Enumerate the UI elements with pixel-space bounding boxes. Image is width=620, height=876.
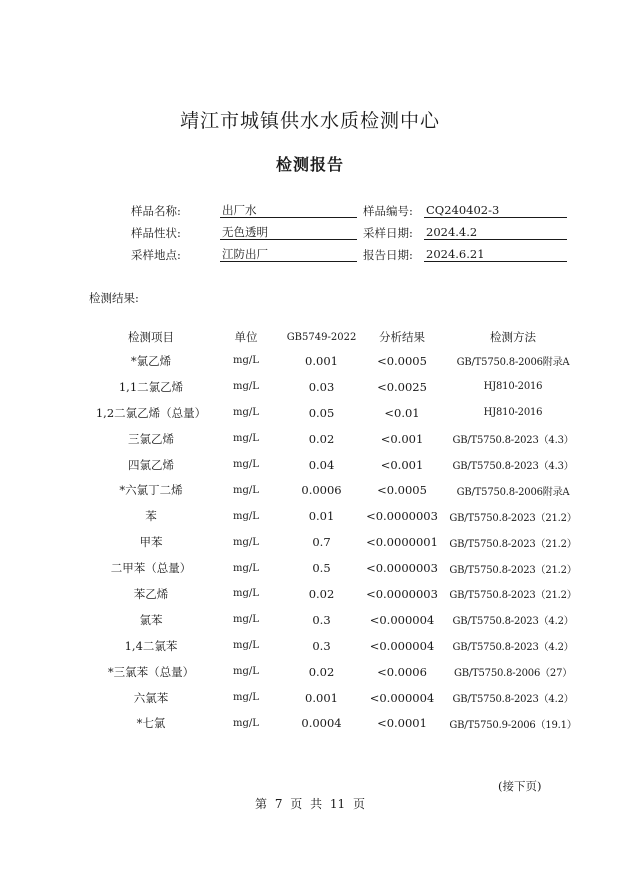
table-row [90,710,585,736]
item-cell: *三氯苯（总量） [107,664,195,679]
table-row [90,581,585,607]
table-row [90,503,585,529]
result-cell: <0.0000003 [366,561,438,576]
item-cell: 1,2二氯乙烯（总量） [95,405,207,420]
table-body [90,348,585,736]
organization-title: 靖江市城镇供水水质检测中心 [179,110,440,132]
table-row [90,452,585,478]
report-date-label: 报告日期: [363,248,413,262]
result-cell: <0.0000003 [366,509,438,524]
table-row [90,555,585,581]
sample-property-value: 无色透明 [220,225,357,240]
limit-cell: 0.7 [312,535,331,550]
result-cell: <0.0000003 [366,586,438,601]
report-title: 检测报告 [275,155,344,174]
result-cell: <0.0025 [377,379,427,394]
page-footer: 第 7 页 共 11 页 [255,797,365,811]
result-cell: <0.0005 [377,353,427,368]
item-cell: 三氯乙烯 [128,431,174,446]
method-cell: GB/T5750.8-2006附录A [456,486,570,498]
limit-cell: 0.3 [312,638,331,653]
limit-cell: 0.3 [312,612,331,627]
result-cell: <0.0001 [377,716,427,731]
unit-cell: mg/L [233,381,259,393]
results-label: 检测结果: [89,291,139,305]
result-cell: <0.000004 [369,638,435,653]
method-cell: GB/T5750.8-2023（4.2） [452,642,574,654]
unit-cell: mg/L [233,692,259,704]
unit-cell: mg/L [233,459,259,470]
table-row [90,659,585,685]
table-row [90,400,585,426]
sample-no-value: CQ240402-3 [424,203,567,218]
sample-name-value: 出厂水 [220,203,357,218]
table-header-row [90,326,585,348]
limit-cell: 0.01 [308,509,335,524]
header-unit: 单位 [234,330,258,344]
method-cell: GB/T5750.8-2023（4.3） [452,461,574,472]
header-result: 分析结果 [379,330,425,344]
method-cell: HJ810-2016 [483,381,543,393]
continue-note: (接下页) [498,779,542,793]
result-cell: <0.0005 [377,483,427,498]
sampling-site-label: 采样地点: [131,248,181,262]
unit-cell: mg/L [233,666,259,678]
limit-cell: 0.02 [308,431,335,446]
item-cell: *七氯 [136,716,166,731]
unit-cell: mg/L [233,407,259,419]
limit-cell: 0.0004 [301,716,342,731]
item-cell: 六氯苯 [133,690,169,705]
limit-cell: 0.001 [305,353,338,368]
item-cell: *氯乙烯 [130,353,172,368]
table-row [90,477,585,503]
unit-cell: mg/L [233,510,259,522]
result-cell: <0.001 [380,431,424,446]
sampling-date-value: 2024.4.2 [424,225,567,240]
unit-cell: mg/L [233,536,259,548]
method-cell: GB/T5750.8-2023（21.2） [449,538,577,550]
item-cell: 四氯乙烯 [128,457,174,472]
item-cell: 苯乙烯 [133,586,169,601]
unit-cell: mg/L [233,562,259,574]
unit-cell: mg/L [233,355,259,367]
item-cell: 氯苯 [139,612,163,627]
item-cell: 1,1二氯乙烯 [118,379,184,394]
limit-cell: 0.02 [308,586,335,601]
result-cell: <0.0000001 [366,535,438,550]
limit-cell: 0.05 [308,405,335,420]
method-cell: GB/T5750.8-2023（21.2） [449,590,577,602]
sample-property-label: 样品性状: [131,226,181,240]
method-cell: GB/T5750.8-2023（21.2） [449,512,577,524]
table-row [90,348,585,374]
item-cell: 苯 [145,509,157,524]
item-cell: 甲苯 [139,535,163,550]
table-row [90,374,585,400]
item-cell: 二甲苯（总量） [110,561,192,576]
limit-cell: 0.001 [305,690,338,705]
method-cell: GB/T5750.8-2023（4.3） [452,435,574,447]
method-cell: HJ810-2016 [483,407,543,419]
header-standard: GB5749-2022 [286,331,357,343]
item-cell: *六氯丁二烯 [119,483,183,498]
unit-cell: mg/L [233,717,259,729]
limit-cell: 0.0006 [301,483,342,498]
unit-cell: mg/L [233,588,259,600]
limit-cell: 0.5 [312,561,331,576]
sampling-date-label: 采样日期: [363,226,413,240]
table-row [90,607,585,633]
method-cell: GB/T5750.9-2006（19.1） [449,719,577,731]
result-cell: <0.001 [380,457,424,472]
item-cell: 1,4二氯苯 [124,638,178,653]
result-cell: <0.0006 [377,664,427,679]
header-item: 检测项目 [128,330,174,344]
sample-name-label: 样品名称: [131,204,181,218]
method-cell: GB/T5750.8-2006（27） [453,668,573,680]
limit-cell: 0.02 [308,664,335,679]
table-row [90,426,585,452]
unit-cell: mg/L [233,614,259,626]
result-cell: <0.000004 [369,612,435,627]
report-date-value: 2024.6.21 [424,247,567,262]
method-cell: GB/T5750.8-2023（4.2） [452,694,574,706]
table-row [90,529,585,555]
result-cell: <0.000004 [369,690,435,705]
header-method: 检测方法 [490,330,536,344]
table-row [90,633,585,659]
limit-cell: 0.04 [308,457,335,472]
method-cell: GB/T5750.8-2006附录A [456,357,570,369]
result-cell: <0.01 [384,405,420,420]
sample-no-label: 样品编号: [363,204,413,218]
limit-cell: 0.03 [308,379,335,394]
sampling-site-value: 江防出厂 [220,247,357,262]
unit-cell: mg/L [233,484,259,496]
table-row [90,685,585,711]
results-table [90,326,585,736]
unit-cell: mg/L [233,433,259,445]
unit-cell: mg/L [233,640,259,652]
method-cell: GB/T5750.8-2023（21.2） [449,564,577,576]
method-cell: GB/T5750.8-2023（4.2） [452,616,574,628]
